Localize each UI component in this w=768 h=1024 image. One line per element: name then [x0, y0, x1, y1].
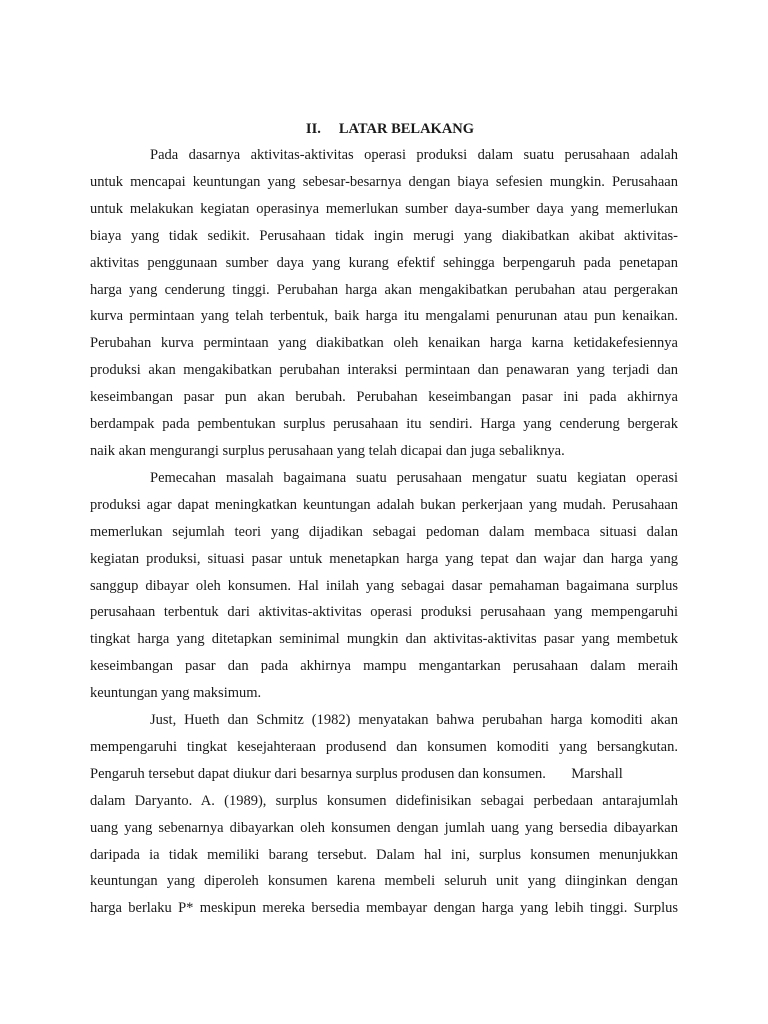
- text-line: sanggup dibayar oleh konsumen. Hal inilah yang sebagai dasar pemahaman bagaimana surplus: [90, 577, 678, 594]
- paragraph-2: [90, 465, 678, 707]
- text-line: dalam Daryanto. A. (1989), surplus konsumen didefinisikan sebagai perbedaan antarajumlah: [90, 792, 678, 809]
- text-line: memerlukan sejumlah teori yang dijadikan sebagai pedoman dalam membaca situasi dalan: [90, 523, 678, 540]
- text-line: harga berlaku P* meskipun mereka bersedia membayar dengan harga yang lebih tinggi. Surplus: [90, 900, 678, 917]
- text-line: keuntungan yang diperoleh konsumen karena membeli seluruh unit yang diinginkan dengan: [90, 873, 678, 890]
- text-line: Pemecahan masalah bagaimana suatu perusahaan mengatur suatu kegiatan operasi: [150, 469, 678, 486]
- text-line: keseimbangan pasar dan pada akhirnya mampu mengantarkan perusahaan dalam meraih: [90, 658, 678, 675]
- text-line: berdampak pada pembentukan surplus perusahaan itu sendiri. Harga yang cenderung bergerak: [90, 416, 678, 433]
- text-line: harga yang cenderung tinggi. Perubahan harga akan mengakibatkan perubahan atau pergerakan: [90, 281, 678, 298]
- text-line: uang yang sebenarnya dibayarkan oleh konsumen dengan jumlah uang yang bersedia dibayarkan: [90, 819, 678, 836]
- text-line: tingkat harga yang ditetapkan seminimal mungkin dan aktivitas-aktivitas pasar yang membetuk: [90, 631, 678, 648]
- text-line: Just, Hueth dan Schmitz (1982) menyatakan bahwa perubahan harga komoditi akan: [150, 712, 678, 729]
- text-line: keseimbangan pasar pun akan berubah. Perubahan keseimbangan pasar ini pada akhirnya: [90, 389, 678, 406]
- text-line: mempengaruhi tingkat kesejahteraan produsend dan konsumen komoditi yang bersangkutan.: [90, 738, 678, 755]
- section-heading: [102, 116, 678, 142]
- text-line: perusahaan terbentuk dari aktivitas-aktivitas operasi produksi perusahaan yang mempengaruhi: [90, 604, 678, 621]
- text-line: untuk melakukan kegiatan operasinya memerlukan sumber daya-sumber daya yang memerlukan: [90, 200, 678, 217]
- paragraph-1: [90, 142, 678, 465]
- text-line: biaya yang tidak sedikit. Perusahaan tidak ingin merugi yang diakibatkan akibat aktivitas-: [90, 227, 678, 244]
- text-line: Pada dasarnya aktivitas-aktivitas operasi produksi dalam suatu perusahaan adalah: [150, 147, 678, 163]
- text-line: kegiatan produksi, situasi pasar untuk menetapkan harga yang tepat dan wajar dan harga yang: [90, 550, 678, 567]
- text-line: aktivitas penggunaan sumber daya yang kurang efektif sehingga berpengaruh pada penetapan: [90, 254, 678, 271]
- text-line: produksi agar dapat meningkatkan keuntungan adalah bukan perkerjaan yang mudah. Perusahaan: [90, 496, 678, 513]
- text-line: naik akan mengurangi surplus perusahaan yang telah dicapai dan juga sebaliknya.: [90, 442, 565, 459]
- text-line: keuntungan yang maksimum.: [90, 685, 262, 702]
- text-line: produksi akan mengakibatkan perubahan interaksi permintaan dan penawaran yang terjadi dan: [90, 362, 678, 379]
- text-line: daripada ia tidak memiliki barang tersebut. Dalam hal ini, surplus konsumen menunjukkan: [90, 846, 678, 863]
- text-line: untuk mencapai keuntungan yang sebesar-besarnya dengan biaya sefesien mungkin. Perusahaan: [90, 173, 678, 190]
- text-line: kurva permintaan yang telah terbentuk, baik harga itu mengalami penurunan atau pun kenaikan.: [90, 308, 678, 325]
- paragraph-3: [90, 707, 678, 922]
- section-number: II.: [305, 121, 321, 137]
- section-title: LATAR BELAKANG: [338, 121, 475, 137]
- text-line: Pengaruh tersebut dapat diukur dari besarnya surplus produsen dan konsumen. Marshall: [90, 765, 623, 782]
- text-line: Perubahan kurva permintaan yang diakibatkan oleh kenaikan harga karna ketidakefesiennya: [90, 335, 678, 352]
